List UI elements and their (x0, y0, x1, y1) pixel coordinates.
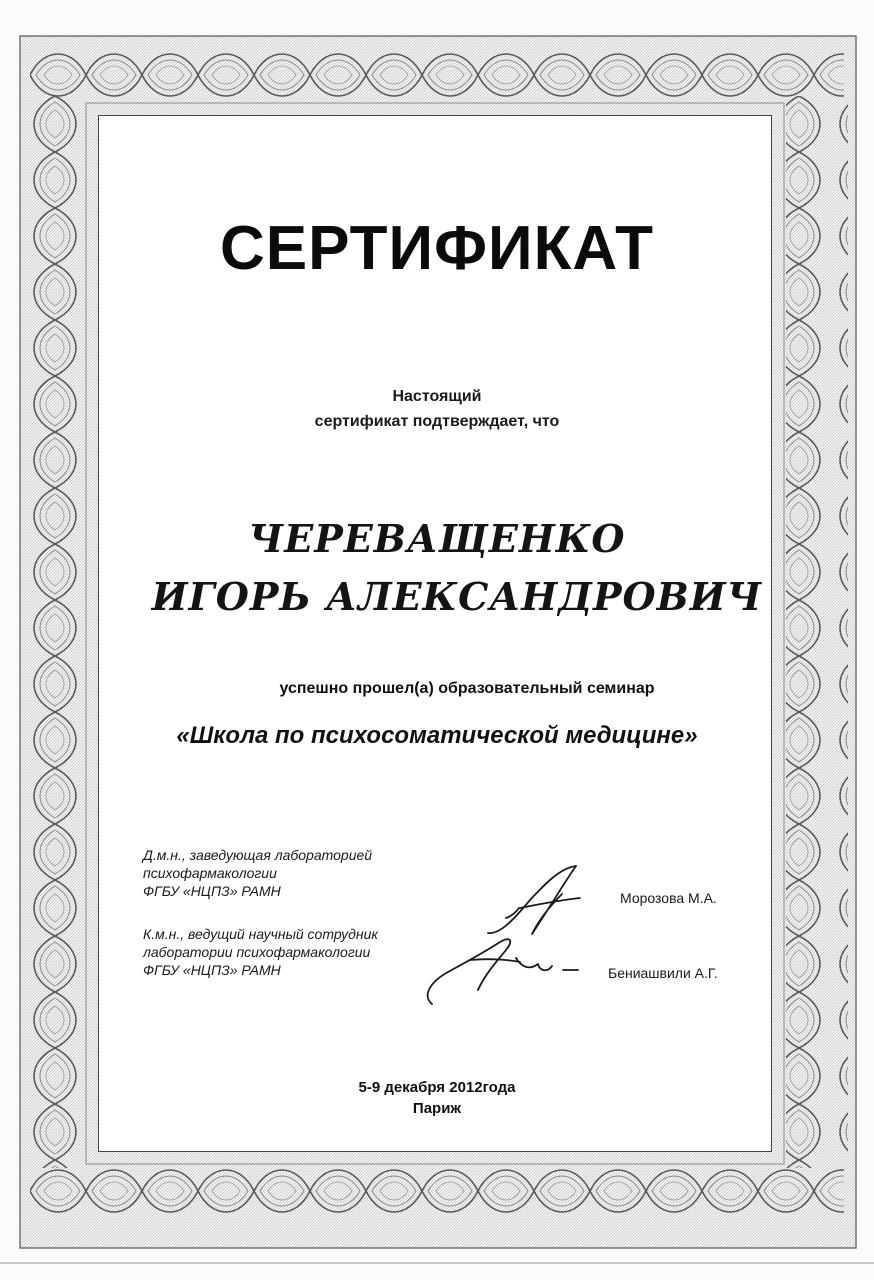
recipient-given-names: ИГОРЬ АЛЕКСАНДРОВИЧ (151, 574, 763, 619)
signatory-2-position-line: лаборатории психофармакологии (143, 944, 371, 960)
signatory-1-position-line: ФГБУ «НЦПЗ» РАМН (143, 883, 281, 899)
signatory-1-name: Морозова М.А. (620, 890, 717, 906)
signatory-2-position-line: К.м.н., ведущий научный сотрудник (143, 926, 378, 942)
recipient-surname: ЧЕРЕВАЩЕНКО (248, 516, 626, 561)
event-city: Париж (412, 1100, 462, 1117)
intro-line-2: сертификат подтверждает, что (314, 413, 560, 430)
signatory-2-name: Бениашвили А.Г. (608, 965, 718, 981)
event-dates: 5-9 декабря 2012года (358, 1079, 516, 1096)
signatory-2-position-line: ФГБУ «НЦПЗ» РАМН (143, 962, 281, 978)
seminar-title: «Школа по психосоматической медицине» (176, 722, 698, 749)
completion-text: успешно прошел(а) образовательный семинар (279, 680, 655, 697)
signatory-1-position-line: Д.м.н., заведующая лабораторией (143, 847, 373, 863)
intro-line-1: Настоящий (392, 388, 482, 405)
signatory-1-position-line: психофармакологии (143, 865, 277, 881)
certificate-title: СЕРТИФИКАТ (220, 214, 654, 283)
signatory-2-position (143, 925, 378, 979)
scan-edge-line (0, 1262, 874, 1264)
signatory-1-position (143, 846, 372, 900)
